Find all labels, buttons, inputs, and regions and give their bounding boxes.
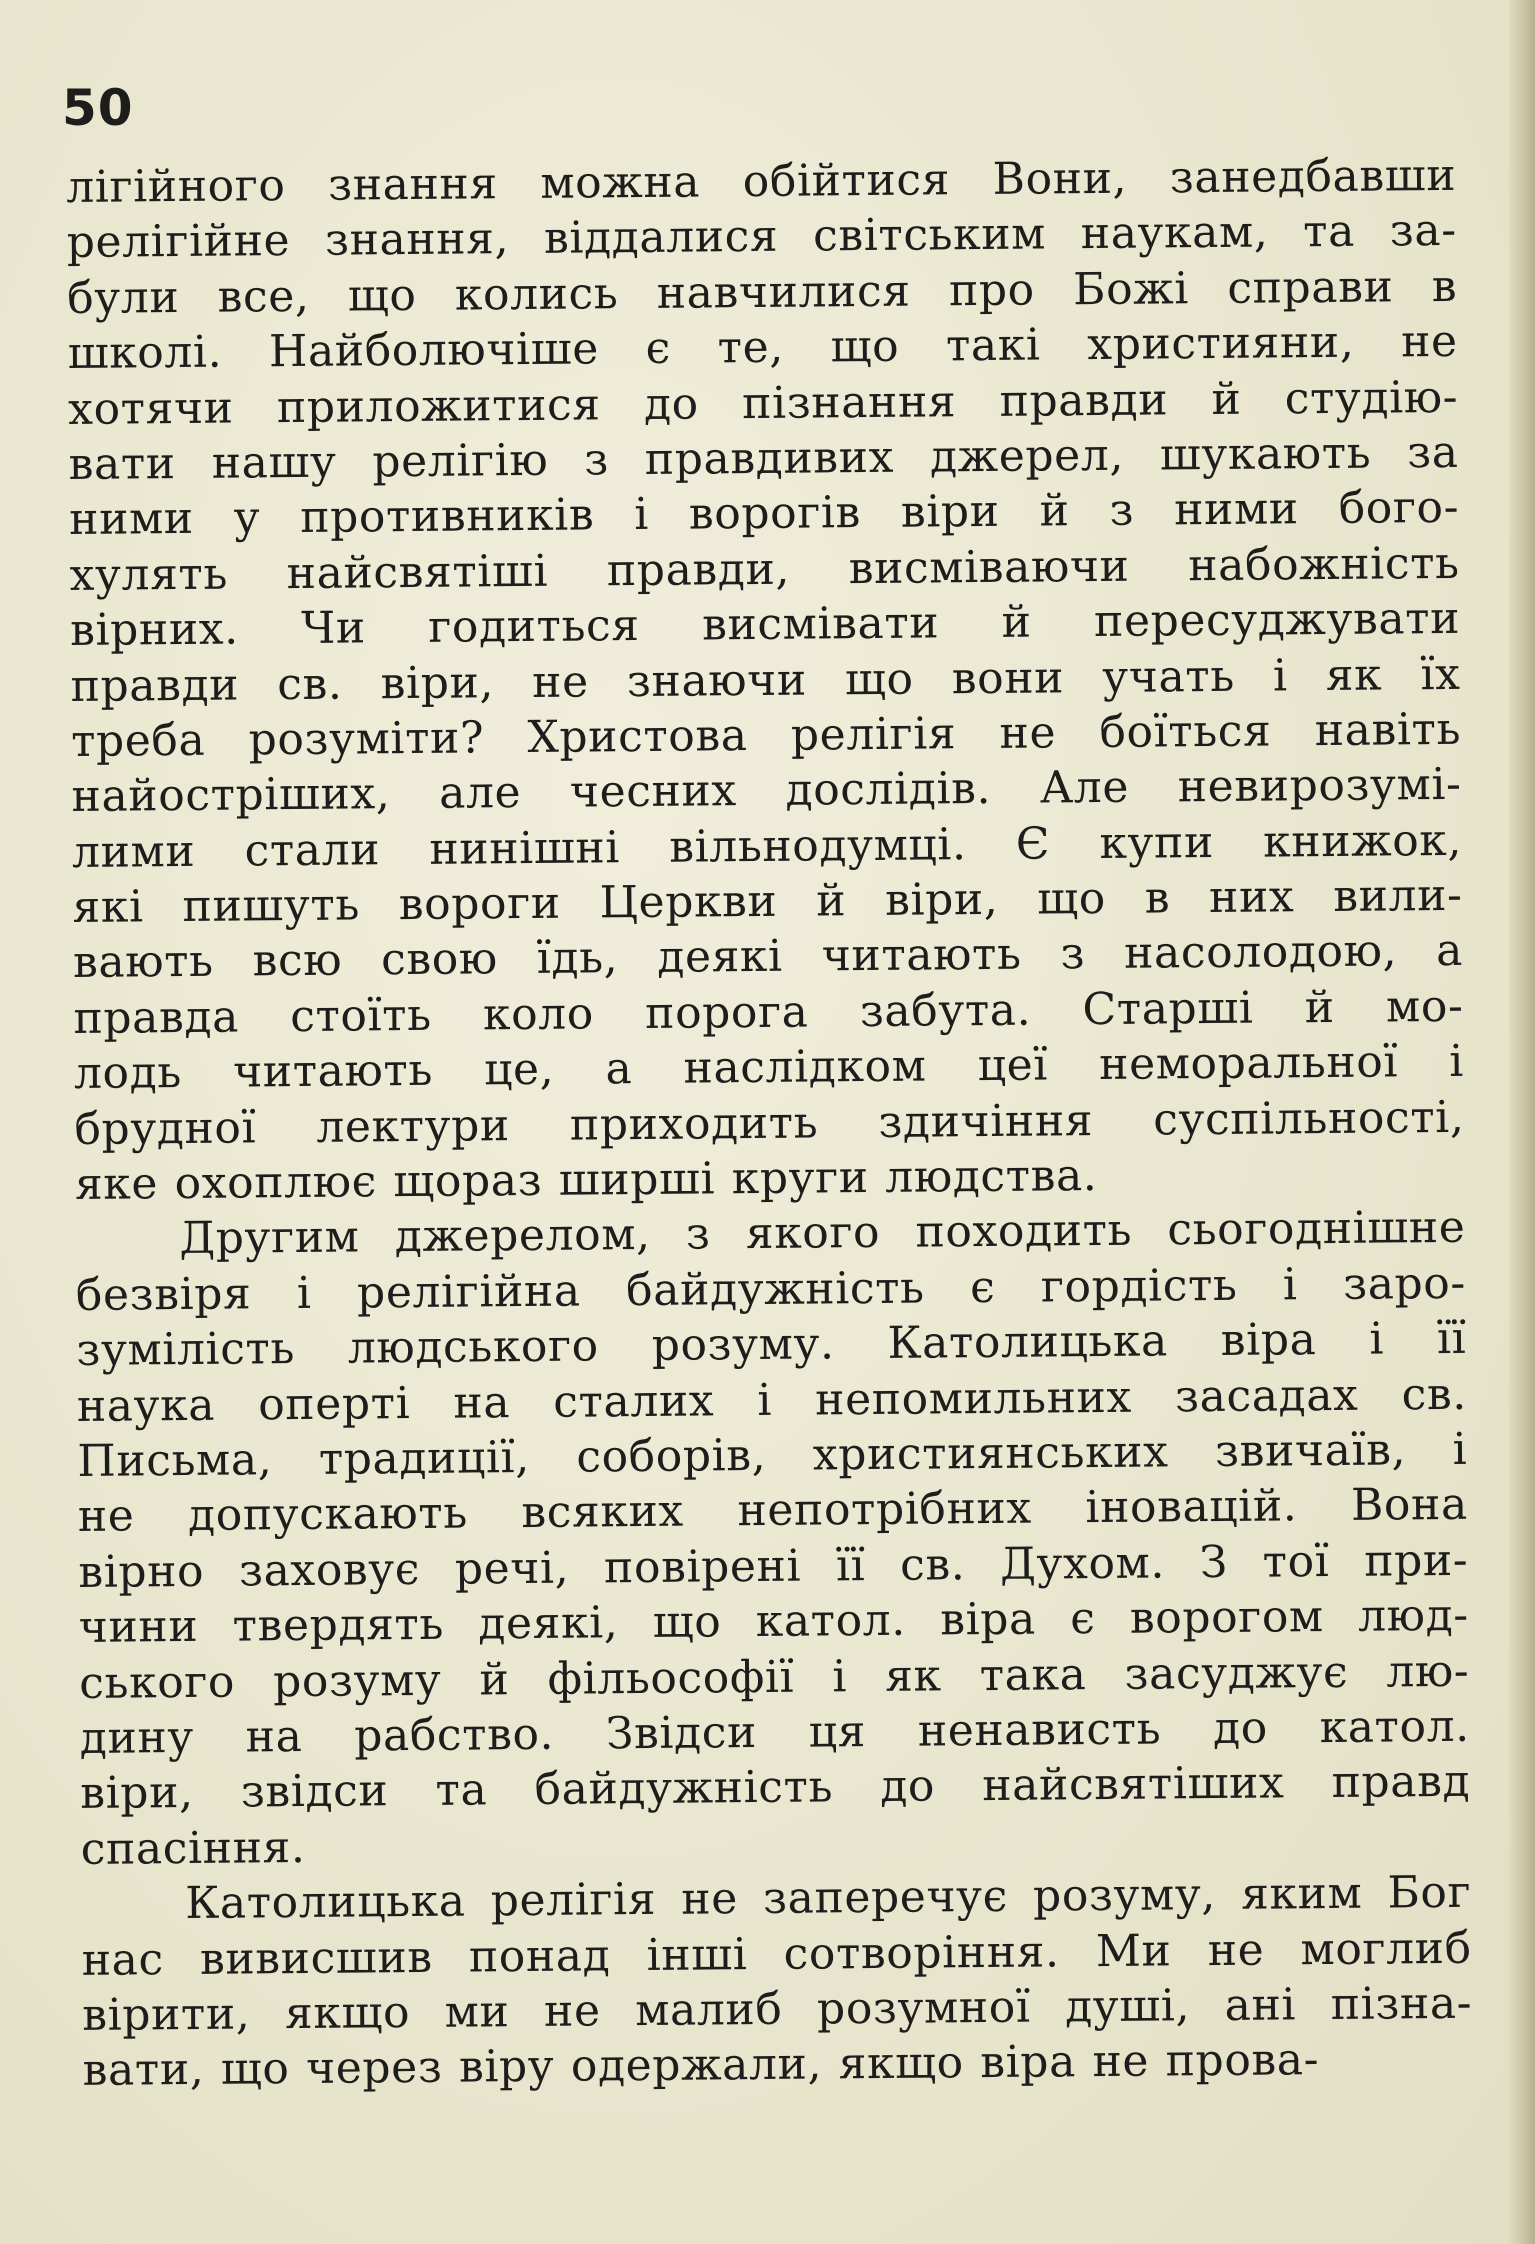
text-line: вірити, якщо ми не малиб розумної душі, ані пізна- (81, 1977, 1473, 2041)
text-line: лігійного знання можна обійтися Вони, занедбавши (66, 149, 1457, 213)
text-line: вірно заховує речі, повірені її св. Духом. З тої при- (78, 1534, 1469, 1598)
text-line: нас вивисшив понад інші сотворіння. Ми не моглиб (81, 1922, 1472, 1986)
text-line: віри, звідси та байдужність до найсвятіших правд (80, 1756, 1471, 1820)
text-line: Католицька релігія не заперечує розуму, яким Бог (184, 1866, 1472, 1930)
paragraph (81, 1865, 1473, 2099)
text-line: хулять найсвятіші правди, висміваючи набожність (69, 537, 1460, 601)
text-line: чини твердять деякі, що катол. віра є ворогом люд- (78, 1589, 1469, 1654)
text-line: лодь читають це, а наслідком цеї неморальної і (73, 1036, 1465, 1100)
paragraph (66, 148, 1465, 1213)
text-line: правди св. віри, не знаючи що вони учать і як їх (70, 648, 1461, 712)
text-line: спасіння. (80, 1821, 306, 1875)
text-line: безвіря і релігійна байдужність є гордість і заро- (75, 1257, 1467, 1321)
text-line: яке охоплює щораз ширші круги людства. (74, 1150, 1098, 1210)
text-line: брудної лектури приходить здичіння суспільності, (74, 1091, 1465, 1155)
page-number: 50 (62, 79, 134, 137)
text-line: вають всю свою їдь, деякі читають з насолодою, а (72, 925, 1464, 989)
text-line: наука оперті на сталих і непомильних засадах св. (76, 1368, 1468, 1432)
text-line: лими стали нинішні вільнодумці. Є купи книжок, (71, 814, 1463, 878)
text-line: релігійне знання, віддалися світським наукам, та за- (66, 205, 1457, 269)
text-line: Другим джерелом, з якого походить сьогоднішне (179, 1202, 1466, 1265)
text-line: школі. Найболючіше є те, що такі християни, не (67, 316, 1458, 380)
text-line: правда стоїть коло порога забута. Старші й мо- (73, 980, 1464, 1044)
text-line: були все, що колись навчилися про Божі справи в (66, 260, 1458, 324)
text-line: які пишуть вороги Церкви й віри, що в них вили- (72, 869, 1463, 934)
text-line: не допускають всяких непотрібних іновацій. Вона (77, 1479, 1469, 1543)
text-line: вати нашу релігію з правдивих джерел, шукають за (68, 426, 1459, 490)
body-text (66, 148, 1473, 2099)
text-line: зумілість людського розуму. Католицька віра і її (76, 1313, 1467, 1377)
text-line: Письма, традиції, соборів, християнських звичаїв, і (77, 1423, 1468, 1487)
text-line: дину на рабство. Звідси ця ненависть до катол. (79, 1700, 1470, 1764)
text-line: вати, що через віру одержали, якщо віра не прова- (82, 2034, 1320, 2097)
paragraph (75, 1200, 1471, 1877)
text-line: вірних. Чи годиться висмівати й пересуджувати (69, 592, 1461, 657)
text-line: ними у противників і ворогів віри й з ними бого- (68, 482, 1460, 546)
text-line: хотячи приложитися до пізнання правди й студію- (67, 371, 1459, 435)
text-line: треба розуміти? Христова релігія не боїться навіть (70, 703, 1462, 767)
text-line: ського розуму й фільософії і як така засуджує лю- (79, 1645, 1470, 1709)
page-spine-shadow (1509, 0, 1535, 2244)
text-line: найостріших, але чесних дослідів. Але невирозумі- (71, 759, 1462, 823)
